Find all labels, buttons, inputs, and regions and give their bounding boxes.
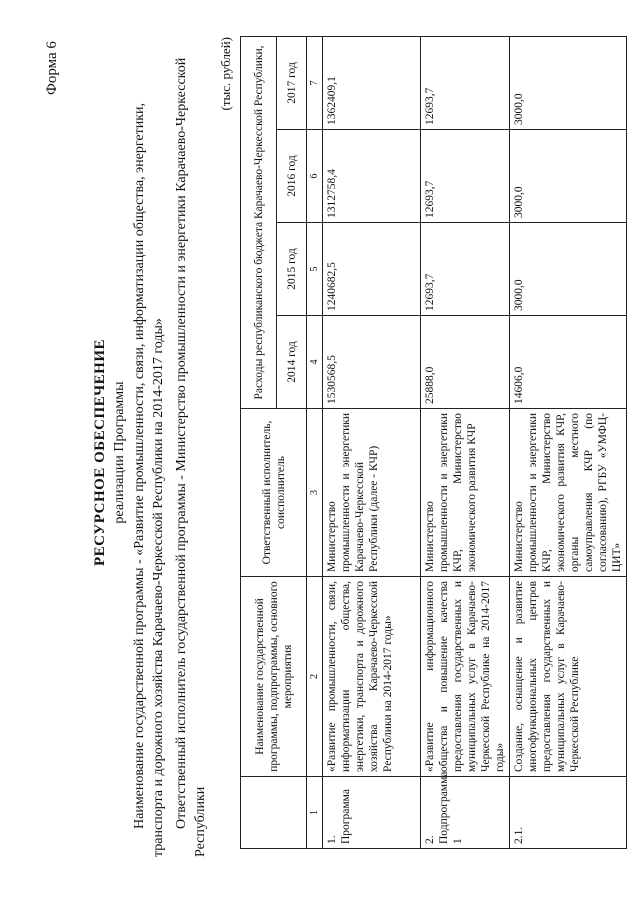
row-value: 1362409,1 [323, 36, 421, 129]
row-value: 3000,0 [510, 130, 627, 223]
index-cell: 5 [307, 223, 323, 316]
row-value: 1530568,5 [323, 316, 421, 409]
table-index-row [307, 36, 323, 848]
header-year: 2016 год [277, 130, 307, 223]
resource-table [240, 36, 627, 849]
row-label: 1. Программа [323, 777, 421, 849]
index-cell: 2 [307, 577, 323, 777]
table-row [510, 36, 627, 848]
row-value: 12693,7 [421, 130, 510, 223]
row-value: 1240682,5 [323, 223, 421, 316]
header-year: 2014 год [277, 316, 307, 409]
table-row [421, 36, 510, 848]
row-value: 1312758,4 [323, 130, 421, 223]
row-executor: Министерство промышленности и энергетики КЧР, Министерство экономического развития КЧР [421, 409, 510, 577]
index-cell: 1 [307, 777, 323, 849]
form-label: Форма 6 [44, 41, 60, 95]
table-row [323, 36, 421, 848]
row-value: 12693,7 [421, 36, 510, 129]
row-name: Создание, оснащение и развитие многофункциональных центров предоставления государственных и муниципальных услуг в Карачаево-Черкесской Республике [510, 577, 627, 777]
program-name-paragraph: Наименование государственной программы - «Развитие промышленности, связи, информатизации общества, энергетики, транспорта и дорожного хозяйства Карачаево-Черкесской Республики на 2014-2017 годы» [132, 102, 166, 857]
header-year: 2017 год [277, 36, 307, 129]
row-name: «Развитие промышленности, связи, информатизации общества, энергетики, транспорта и дорожного хозяйства Карачаево-Черкесской Республики на 2014-2017 годы» [323, 577, 421, 777]
row-value: 25888,0 [421, 316, 510, 409]
row-executor: Министерство промышленности и энергетики Карачаево-Черкесской Республики (далее - КЧР) [323, 409, 421, 577]
index-cell: 3 [307, 409, 323, 577]
header-year: 2015 год [277, 223, 307, 316]
row-value: 3000,0 [510, 36, 627, 129]
row-value: 3000,0 [510, 223, 627, 316]
row-value: 12693,7 [421, 223, 510, 316]
index-cell: 6 [307, 130, 323, 223]
document-subtitle: реализации Программы [112, 381, 127, 524]
index-cell: 7 [307, 36, 323, 129]
document-title: РЕСУРСНОЕ ОБЕСПЕЧЕНИЕ [92, 338, 108, 567]
header-col-1 [241, 777, 307, 849]
index-cell: 4 [307, 316, 323, 409]
header-program-name: Наименование государственной программы, подпрограммы, основного мероприятия [241, 577, 307, 777]
row-label: 2. Подпрограмма 1 [421, 777, 510, 849]
row-executor: Министерство промышленности и энергетики КЧР, Министерство экономического развития КЧР, органы местного самоуправления КЧР (по согласованию), РГБУ «УМФЦ-ЦИТ» [510, 409, 627, 577]
executor-paragraph: Ответственный исполнитель государственной программы - Министерство промышленности и энергетики Карачаево-Черкесской Республики [174, 57, 208, 857]
table-header-row [241, 36, 277, 848]
row-label: 2.1. [510, 777, 627, 849]
units-label: (тыс. рублей) [218, 37, 233, 111]
row-value: 14606,0 [510, 316, 627, 409]
row-name: «Развитие информационного общества и повышение качества предоставления государственных и муниципальных услуг в Карачаево-Черкесской Республике на 2014-2017 годы» [421, 577, 510, 777]
header-budget: Расходы республиканского бюджета Карачаево-Черкесской Республики, [241, 36, 277, 408]
header-executor: Ответственный исполнитель, соисполнитель [241, 409, 307, 577]
